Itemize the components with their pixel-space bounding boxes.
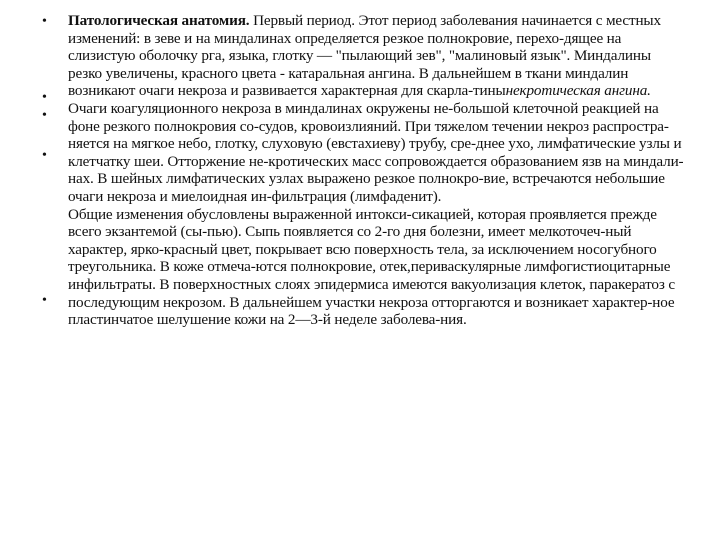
paragraph-italic-term: некротическая ангина. bbox=[505, 82, 651, 100]
paragraph-general-changes bbox=[68, 206, 688, 329]
paragraph-text: Очаги коагуляционного некроза в миндалинах окружены не-большой клеточной реакцией на фоне резкого полнокровия со-судов, кровоизлияний. При тяжелом течении некроз распростра-няется на мягкое небо, глотку, слуховую (евстахиеву) трубу, сре-днее ухо, лимфатические узлы и клетчатку шеи. Отторжение не-кротических масс сопровождается образованием язв на миндали-нах. В шейных лимфатических узлах выражено резкое полнокро-вие, встречаются небольшие очаги некроза и миелоидная ин-фильтрация (лимфаденит). bbox=[68, 99, 684, 205]
bullet-marker: • bbox=[42, 90, 47, 105]
paragraph-necrosis bbox=[68, 100, 688, 206]
bullet-marker: • bbox=[42, 148, 47, 163]
bullet-marker: • bbox=[42, 293, 47, 308]
bullet-marker: • bbox=[42, 108, 47, 123]
paragraph-text: Общие изменения обусловлены выраженной интокси-сикацией, которая проявляется прежде всего экзантемой (сы-пью). Сыпь появляется со 2-го дня болезни, имеет мелкоточеч-ный характер, ярко-красный цвет, покрывает всю поверхность тела, за исключением носогубного треугольника. В коже отмеча-ются полнокровие, отек,периваскулярные лимфогистиоцитарные инфильтраты. В поверхностных слоях эпидермиса имеются вакуолизация клеток, паракератоз с последующим некрозом. В дальнейшем участки некроза отторгаются и возникает характер-ное пластинчатое шелушение кожи на 2—3-й неделе заболева-ния. bbox=[68, 205, 675, 329]
bullet-marker: • bbox=[42, 14, 47, 29]
body-text bbox=[68, 12, 688, 329]
paragraph-text: Первый период. Этот период заболевания начинается с местных изменений: в зеве и на миндалинах определяется резкое полнокровие, перехо-дящее на слизистую оболочку рга, языка, глотку — "пылающий зев", "малиновый язык". Миндалины резко увеличены, красного цвета - катаральная ангина. В дальнейшем в ткани миндалин возникают очаги некроза и развивается характерная для скарла-тины bbox=[68, 12, 661, 100]
paragraph-title: Патологическая анатомия. bbox=[68, 12, 250, 29]
paragraph-pathology bbox=[68, 12, 688, 100]
